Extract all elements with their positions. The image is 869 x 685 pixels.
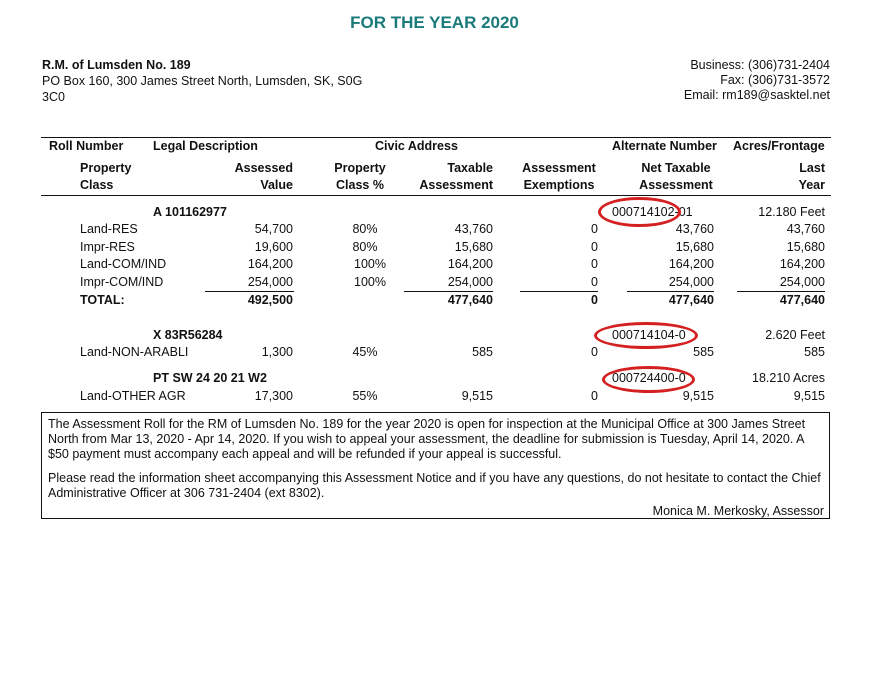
net-taxable: 15,680 — [675, 240, 714, 254]
acres-frontage: 12.180 Feet — [758, 205, 825, 219]
assessed-value: 19,600 — [254, 240, 293, 254]
net-taxable: 43,760 — [675, 222, 714, 236]
org-address-line2: 3C0 — [42, 90, 65, 104]
total-taxable: 477,640 — [447, 293, 493, 307]
legal-description: X 83R56284 — [153, 328, 223, 342]
legal-description: PT SW 24 20 21 W2 — [153, 371, 267, 385]
alternate-number: 000714104-0 — [612, 328, 686, 342]
taxable-assessment: 164,200 — [447, 257, 493, 271]
net-taxable: 254,000 — [668, 275, 714, 289]
property-class: Land-OTHER AGR — [80, 389, 186, 403]
header-assessed: Assessed — [234, 161, 293, 175]
property-class: Impr-RES — [80, 240, 135, 254]
class-pct: 80% — [352, 240, 378, 254]
total-net-taxable: 477,640 — [668, 293, 714, 307]
total-label: TOTAL: — [80, 293, 125, 307]
header-property-pct: Property — [334, 161, 386, 175]
acres-frontage: 18.210 Acres — [752, 371, 825, 385]
last-year: 15,680 — [786, 240, 825, 254]
legal-description: A 101162977 — [153, 205, 227, 219]
class-pct: 100% — [354, 257, 386, 271]
assessed-value: 54,700 — [254, 222, 293, 236]
page-title: FOR THE YEAR 2020 — [350, 13, 519, 32]
property-class: Land-RES — [80, 222, 138, 236]
exemptions: 0 — [591, 389, 598, 403]
header-bottom-rule — [41, 195, 831, 196]
subtotal-rule — [737, 291, 825, 292]
notice-paragraph-1: The Assessment Roll for the RM of Lumsden No. 189 for the year 2020 is open for inspection at the Municipal Office at 300 James Street North from Mar 13, 2020 - Apr 14, 2020. If you wish to appeal your assessment, the deadline for submission is Tuesday, April 14, 2020. A $50 payment must accompany each appeal and will be refunded if your appeal is successful. — [48, 417, 806, 461]
header-year: Year — [798, 178, 825, 192]
header-net-assessment: Assessment — [639, 178, 713, 192]
taxable-assessment: 43,760 — [454, 222, 493, 236]
exemptions: 0 — [591, 257, 598, 271]
org-name: R.M. of Lumsden No. 189 — [42, 58, 191, 72]
exemptions: 0 — [591, 240, 598, 254]
subtotal-rule — [627, 291, 714, 292]
exemptions: 0 — [591, 275, 598, 289]
header-roll-number: Roll Number — [49, 139, 124, 153]
notice-paragraph-2: Please read the information sheet accompanying this Assessment Notice and if you have any questions, do not hesitate to contact the Chief Administrative Officer at 306 731-2404 (ext 8302). — [48, 471, 821, 500]
subtotal-rule — [520, 291, 598, 292]
class-pct: 100% — [354, 275, 386, 289]
property-class: Land-NON-ARABLI — [80, 345, 189, 359]
header-property-class: Property — [80, 161, 132, 175]
header-legal-description: Legal Description — [153, 139, 258, 153]
taxable-assessment: 254,000 — [447, 275, 493, 289]
assessor-signature: Monica M. Merkosky, Assessor — [652, 504, 824, 518]
header-top-rule — [41, 137, 831, 138]
property-class: Impr-COM/IND — [80, 275, 164, 289]
taxable-assessment: 585 — [472, 345, 493, 359]
header-taxable: Taxable — [447, 161, 493, 175]
header-civic-address: Civic Address — [375, 139, 458, 153]
header-net-taxable: Net Taxable — [641, 161, 711, 175]
header-value: Value — [260, 178, 293, 192]
notice-box — [41, 412, 830, 519]
total-exemptions: 0 — [591, 293, 598, 307]
assessed-value: 17,300 — [254, 389, 293, 403]
contact-email: Email: rm189@sasktel.net — [683, 88, 830, 102]
last-year: 164,200 — [779, 257, 825, 271]
contact-fax: Fax: (306)731-3572 — [720, 73, 830, 87]
exemptions: 0 — [591, 222, 598, 236]
last-year: 43,760 — [786, 222, 825, 236]
last-year: 585 — [804, 345, 825, 359]
class-pct: 80% — [352, 222, 378, 236]
subtotal-rule — [404, 291, 493, 292]
header-alternate-number: Alternate Number — [612, 139, 717, 153]
exemptions: 0 — [591, 345, 598, 359]
net-taxable: 9,515 — [682, 389, 714, 403]
header-acres-frontage: Acres/Frontage — [733, 139, 825, 153]
header-class-pct: Class % — [336, 178, 384, 192]
last-year: 9,515 — [793, 389, 825, 403]
taxable-assessment: 9,515 — [461, 389, 493, 403]
header-assessment: Assessment — [522, 161, 596, 175]
last-year: 254,000 — [779, 275, 825, 289]
assessed-value: 164,200 — [247, 257, 293, 271]
header-last: Last — [799, 161, 825, 175]
assessed-value: 254,000 — [247, 275, 293, 289]
header-property-class-2: Class — [80, 178, 114, 192]
header-taxable-assessment: Assessment — [419, 178, 493, 192]
subtotal-rule — [205, 291, 294, 292]
class-pct: 55% — [352, 389, 378, 403]
total-assessed: 492,500 — [247, 293, 293, 307]
net-taxable: 585 — [693, 345, 714, 359]
alternate-number: 000724400-0 — [612, 371, 686, 385]
org-address-line1: PO Box 160, 300 James Street North, Lumsden, SK, S0G — [42, 74, 363, 88]
alternate-number: 000714102-01 — [612, 205, 693, 219]
header-exemptions: Exemptions — [523, 178, 595, 192]
contact-business: Business: (306)731-2404 — [690, 58, 830, 72]
property-class: Land-COM/IND — [80, 257, 167, 271]
net-taxable: 164,200 — [668, 257, 714, 271]
total-last-year: 477,640 — [779, 293, 825, 307]
class-pct: 45% — [352, 345, 378, 359]
assessed-value: 1,300 — [261, 345, 293, 359]
acres-frontage: 2.620 Feet — [765, 328, 825, 342]
taxable-assessment: 15,680 — [454, 240, 493, 254]
